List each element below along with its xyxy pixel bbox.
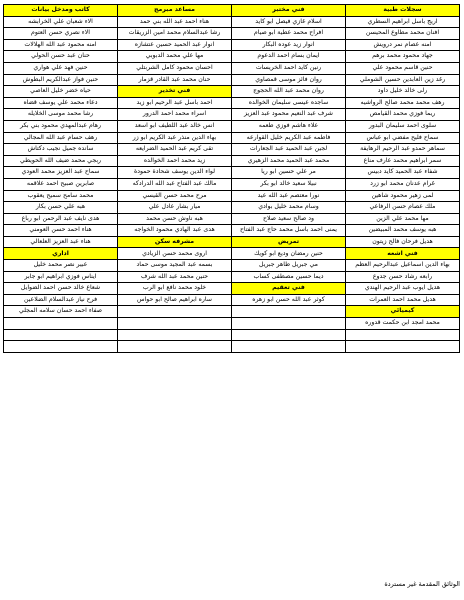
name-cell: اروى محمد حسن الزيادي (118, 248, 232, 260)
table-row (4, 5, 460, 17)
name-cell: رشا محمد موسى الخلايله (4, 109, 118, 121)
name-cell: هديل محمد احمد العمرات (346, 294, 460, 306)
name-cell: ساجده عيسى سليمان الخوالده (232, 97, 346, 109)
name-cell: ايناس فوزي ابراهيم ابو جابر (4, 271, 118, 283)
name-cell: فرح نياز عبدالسلام الضلاعين (4, 294, 118, 306)
name-cell: صابرين صبيح احمد علاقمه (4, 178, 118, 190)
section-header: مساعد مبرمج (118, 5, 232, 17)
name-cell: بهاء الدين منذر عبد الكريم ابو زر (118, 132, 232, 144)
name-cell: بسمه عبد المجيد موسى حماد (118, 260, 232, 272)
name-cell: هناء عبد العزيز العلعالي (4, 236, 118, 248)
name-cell: ميار بشار عادل علي (118, 202, 232, 214)
name-cell: كوثر عبد الله حسن ابو زهره (232, 294, 346, 306)
table-row (4, 16, 460, 28)
name-cell: مالك عبد الفتاح عبد الله الدرادكه (118, 178, 232, 190)
name-cell: ريما فوزي محمد القيامص (346, 109, 460, 121)
name-cell: رهام عبدالمهدي محمود بني بكر (4, 120, 118, 132)
name-cell: سماح فليح مفضي ابو عباس (346, 132, 460, 144)
name-cell: نبيلا سعيد خالد ابو بكر (232, 178, 346, 190)
empty-cell (4, 329, 118, 341)
table-row (4, 202, 460, 214)
table-row (4, 51, 460, 63)
name-cell: افنان محمد مطاوع المحيسن (346, 28, 460, 40)
empty-cell (118, 341, 232, 353)
name-cell: حنين فواز عبدالكريم البطوش (4, 74, 118, 86)
name-cell: هبه يوسف محمد المبيضين (346, 225, 460, 237)
name-cell: احمد باسل عبد الرحيم ابو زيد (118, 97, 232, 109)
name-cell: هناء احمد حسن العومني (4, 225, 118, 237)
table-row (4, 28, 460, 40)
table-row (4, 248, 460, 260)
table-row (4, 178, 460, 190)
roster-body (4, 5, 460, 353)
table-row (4, 236, 460, 248)
table-row (4, 62, 460, 74)
empty-cell (232, 329, 346, 341)
empty-cell (232, 318, 346, 330)
table-row (4, 329, 460, 341)
table-row (4, 86, 460, 98)
name-cell: رهف محمد محمد صالح الرواشيه (346, 97, 460, 109)
table-row (4, 341, 460, 353)
section-header: اداري (4, 248, 118, 260)
name-cell: ملك عصام حسن الرفاعي (346, 202, 460, 214)
name-cell: انس خالد عبد اللطيف ابو اسعد (118, 120, 232, 132)
name-cell: حياه خضر خليل العاصي (4, 86, 118, 98)
footnote: الوثائق المقدمة غير مستردة (384, 580, 460, 588)
name-cell: شرف عبد النعيم محمود عبد العزيز (232, 109, 346, 121)
name-cell: هدى عبد الهادي محمود الخواجه (118, 225, 232, 237)
empty-cell (232, 306, 346, 318)
name-cell: حنين رمضان وديع ابو كويك (232, 248, 346, 260)
name-cell: محمد سامح سميح يعقوب (4, 190, 118, 202)
name-cell: انوار عبد الحميد حسين عتشازه (118, 39, 232, 51)
name-cell: يمنى احمد باسل محمد حاج عبد الفتاح (232, 225, 346, 237)
name-cell: هديل فرحان فالح زيتون (346, 236, 460, 248)
name-cell: رغد زين العابدين حسين الشوملي (346, 74, 460, 86)
table-row (4, 97, 460, 109)
section-header: فني مختبر (232, 5, 346, 17)
table-row (4, 271, 460, 283)
table-row (4, 260, 460, 272)
name-cell: مرح محمد حسن القيسي (118, 190, 232, 202)
name-cell: حنين فهد علي هواري (4, 62, 118, 74)
section-header: تمريض (232, 236, 346, 248)
name-cell: ديما حسين مصطفى كساب (232, 271, 346, 283)
name-cell: احسان محمود كامل الشربتلي (118, 62, 232, 74)
table-row (4, 132, 460, 144)
name-cell: اسراء محمد احمد الدرور (118, 109, 232, 121)
name-cell: هديل ايوب عبد الرحيم الهندي (346, 283, 460, 295)
name-cell: الاء نصري حسن العتوم (4, 28, 118, 40)
table-row (4, 306, 460, 318)
name-cell: حنين قاسم محمود علي (346, 62, 460, 74)
table-row (4, 190, 460, 202)
name-cell: لواء الدين يوسف شحادة حمودة (118, 167, 232, 179)
table-row (4, 283, 460, 295)
name-cell: هدى نايف عبد الرحمن ابو رباع (4, 213, 118, 225)
empty-cell (118, 306, 232, 318)
name-cell: لمى زهير محمود شاهين (346, 190, 460, 202)
table-row (4, 155, 460, 167)
section-header: فني تخدير (118, 86, 232, 98)
name-cell: رابعه رشاد حسن جدوع (346, 271, 460, 283)
section-header: كاتب ومدخل بيانات (4, 5, 118, 17)
section-header: مشرفه سكن (118, 236, 232, 248)
name-cell: سمر ابراهيم محمد عارف مناع (346, 155, 460, 167)
section-header: سجلات طبية (346, 5, 460, 17)
roster-table (3, 4, 460, 353)
table-row (4, 167, 460, 179)
section-header: كيميائي (346, 306, 460, 318)
section-header: فني اشعه (346, 248, 460, 260)
name-cell: الاء شعبان علي الخرابشه (4, 16, 118, 28)
name-cell: خلود محمد نافع ابو الرب (118, 283, 232, 295)
name-cell: رهف حسام عبد الله المجالي (4, 132, 118, 144)
table-row (4, 225, 460, 237)
name-cell: سماح عبد العزيز محمد العودي (4, 167, 118, 179)
empty-cell (118, 318, 232, 330)
table-row (4, 120, 460, 132)
table-row (4, 318, 460, 330)
name-cell: مها علي محمد الدبوبي (118, 51, 232, 63)
table-row (4, 294, 460, 306)
name-cell: سماهر حمدو عبد الرحيم الرهايفة (346, 144, 460, 156)
name-cell: جهاد محمود محمد برهم (346, 51, 460, 63)
name-cell: ربجي محمد ضيف الله الحويطي (4, 155, 118, 167)
empty-cell (346, 329, 460, 341)
name-cell: ايمان بسام احمد الدعوم (232, 51, 346, 63)
name-cell: روان فائز موسى قمصاوي (232, 74, 346, 86)
name-cell: نورا معتصم عبد الله عيد (232, 190, 346, 202)
table-row (4, 213, 460, 225)
name-cell: سلوى احمد سليمان البدور (346, 120, 460, 132)
empty-cell (346, 341, 460, 353)
name-cell: مها محمد علي الزين (346, 213, 460, 225)
name-cell: صفاء احمد حسان سلامه المجلي (4, 306, 118, 318)
name-cell: انوار زيد عوده البكار (232, 39, 346, 51)
name-cell: فاطمه عبد الكريم خليل القوارعه (232, 132, 346, 144)
name-cell: هبه ناوش حسن محمد (118, 213, 232, 225)
name-cell: علاء هاشم فوزي طعمه (232, 120, 346, 132)
name-cell: وسام محمد خليل بوادي (232, 202, 346, 214)
empty-cell (232, 341, 346, 353)
name-cell: دعاء محمد علي يوسف قضاه (4, 97, 118, 109)
name-cell: حنان عبد حسن الحولي (4, 51, 118, 63)
table-row (4, 109, 460, 121)
roster-sheet (4, 4, 460, 353)
name-cell: شعاع خالد حسن احمد الضوايل (4, 283, 118, 295)
section-header: فني تعقيم (232, 283, 346, 295)
name-cell: حنان محمد عبد القادر قزمار (118, 74, 232, 86)
table-row (4, 39, 460, 51)
empty-cell (118, 329, 232, 341)
name-cell: هبه علي حسن بكار (4, 202, 118, 214)
name-cell: عبير نصر محمد خليل (4, 260, 118, 272)
name-cell: روان محمد عبد الله الحجوج (232, 86, 346, 98)
name-cell: محمد عبد الحميد محمد الزهيري (232, 155, 346, 167)
name-cell: امنه محمود عبد الله الهلالات (4, 39, 118, 51)
name-cell: اريج باسل ابراهيم السطري (346, 16, 460, 28)
name-cell: غرام عدنان محمد ابو زرد (346, 178, 460, 190)
name-cell: ود صالح سعيد صلاح (232, 213, 346, 225)
name-cell: ساره ابراهيم صالح ابو حواس (118, 294, 232, 306)
name-cell: محمد امجد ابن حكمت قدوره (346, 318, 460, 330)
name-cell: اسلام غازي فيصل ابو كايد (232, 16, 346, 28)
name-cell: مي جبريل طاهر جبريل (232, 260, 346, 272)
name-cell: افراح محمد عطية ابو صيام (232, 28, 346, 40)
empty-cell (4, 318, 118, 330)
name-cell: تقى كريم عبد الحميد الضرايعه (118, 144, 232, 156)
name-cell: لجين عبد الحميد عبد الجعارات (232, 144, 346, 156)
table-row (4, 74, 460, 86)
name-cell: مر علي حسين ابو ريا (232, 167, 346, 179)
name-cell: زيد محمد احمد الخوالده (118, 155, 232, 167)
name-cell: بهاء الدين اسماعيل عبدالرحيم العظم (346, 260, 460, 272)
name-cell: رلى خالد خليل داود (346, 86, 460, 98)
table-row (4, 144, 460, 156)
name-cell: سانده جميل نجيب دكتاش (4, 144, 118, 156)
name-cell: شفاء عبد الحميد كايد دبيس (346, 167, 460, 179)
name-cell: رشا عبدالسلام محمد امين الزريقات (118, 28, 232, 40)
name-cell: رنين كايد احمد الخريسات (232, 62, 346, 74)
empty-cell (4, 341, 118, 353)
name-cell: امنه عصام نمر درويش (346, 39, 460, 51)
name-cell: هناء احمد عبد الله بني حمد (118, 16, 232, 28)
name-cell: حنين محمد عبد الله شرف (118, 271, 232, 283)
